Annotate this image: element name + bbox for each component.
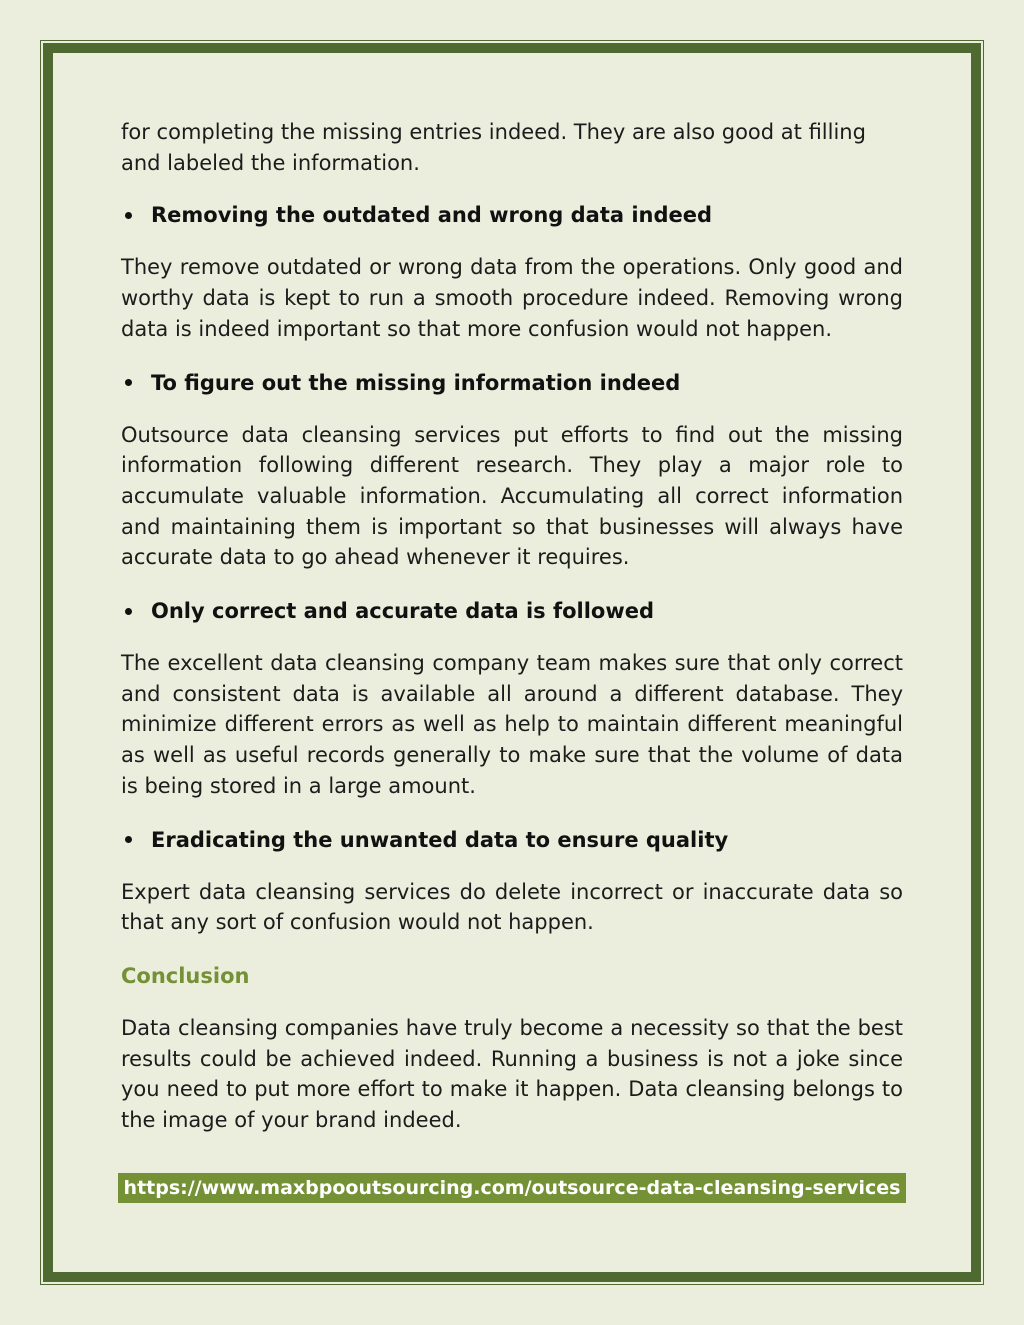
paragraph-conclusion: Data cleansing companies have truly become a necessity so that the best results could be achieved indeed. Running a business is not a joke since you need to put more effort to make it happen. Data cleansing belongs to the image of your brand indeed.	[121, 1015, 903, 1133]
bullet-eradicating-unwanted	[121, 825, 903, 855]
bullet-label: Removing the outdated and wrong data indeed	[151, 203, 713, 228]
bullet-removing-outdated	[121, 200, 903, 230]
bullet-correct-data	[121, 596, 903, 626]
bullet-dot-icon	[125, 608, 132, 615]
bullet-dot-icon	[125, 379, 132, 386]
footer-url-link[interactable]: https://www.maxbpooutsourcing.com/outsource-data-cleansing-services	[118, 1173, 906, 1203]
bullet-label: To figure out the missing information indeed	[151, 370, 681, 395]
bullet-dot-icon	[125, 212, 132, 219]
paragraph-eradicating-unwanted: Expert data cleansing services do delete incorrect or inaccurate data so that any sort of confusion would not happen.	[121, 879, 903, 935]
bullet-label: Only correct and accurate data is followed	[151, 599, 655, 624]
paragraph-correct-data: The excellent data cleansing company team makes sure that only correct and consistent data is available all around a different database. They minimize different errors as well as help to maintain different meaningful as well as useful records generally to make sure that the volume of data is being stored in a large amount.	[121, 651, 903, 798]
bullet-label: Eradicating the unwanted data to ensure quality	[151, 827, 729, 852]
conclusion-heading: Conclusion	[121, 963, 250, 988]
document-body	[121, 117, 903, 1136]
bullet-missing-information	[121, 368, 903, 398]
paragraph-removing-outdated: They remove outdated or wrong data from the operations. Only good and worthy data is kept to run a smooth procedure indeed. Removing wrong data is indeed important so that more confusion would not happen.	[121, 255, 903, 341]
bullet-dot-icon	[125, 836, 132, 843]
paragraph-missing-information: Outsource data cleansing services put efforts to find out the missing information following different research. They play a major role to accumulate valuable information. Accumulating all correct information and maintaining them is important so that businesses will always have accurate data to go ahead whenever it requires.	[121, 422, 903, 570]
paragraph-intro: for completing the missing entries indeed. They are also good at filling and labeled the information.	[121, 120, 866, 175]
